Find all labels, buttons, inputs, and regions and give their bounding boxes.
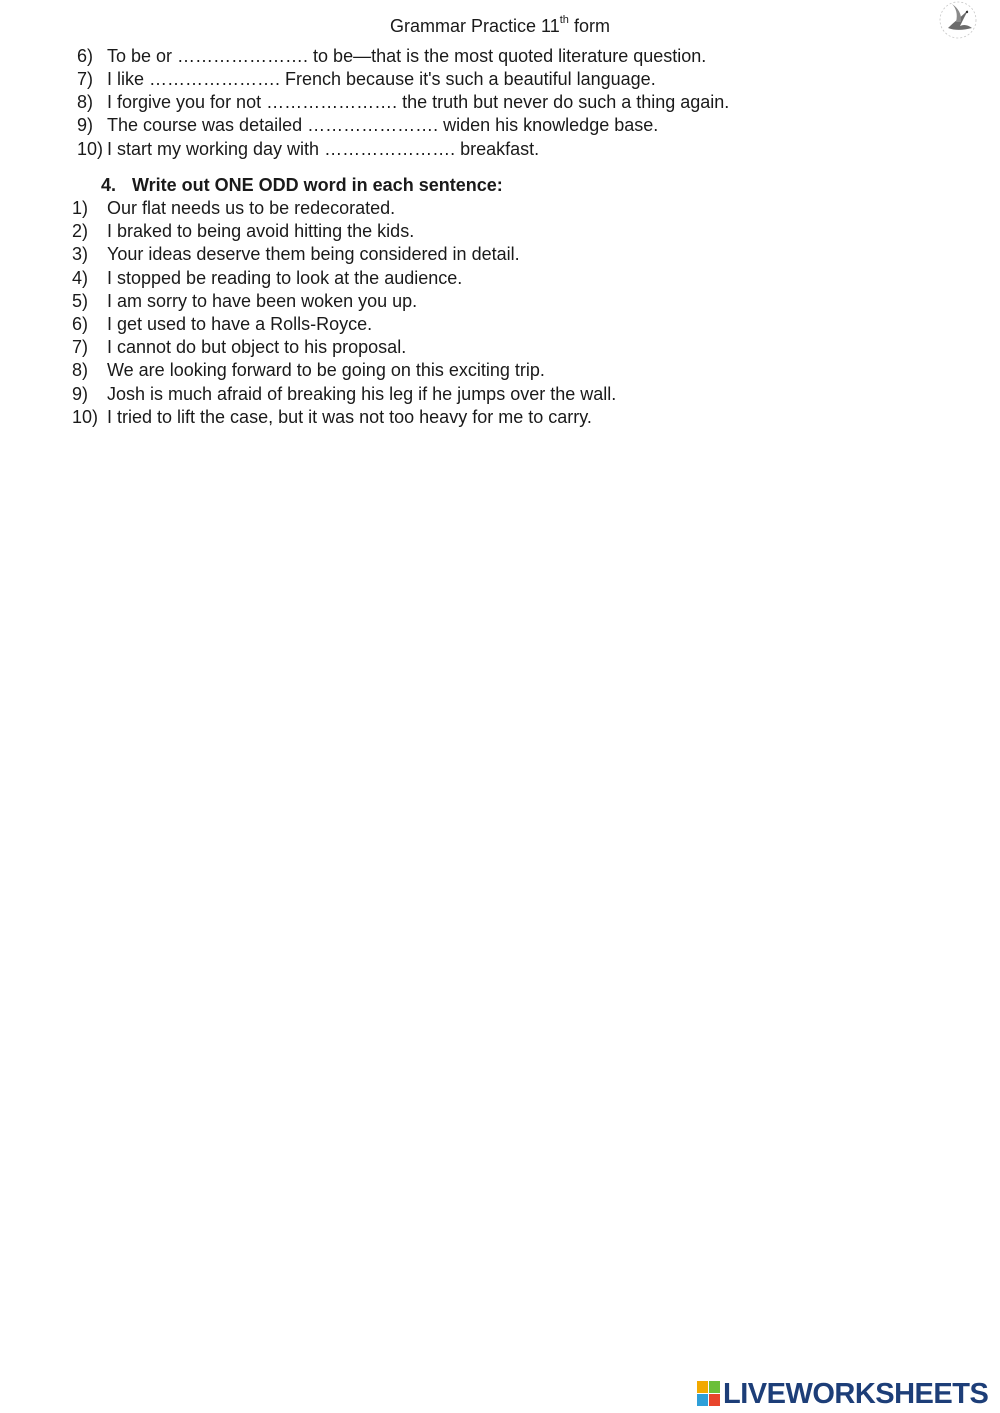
item-number: 6): [72, 314, 89, 334]
item-number: 7): [72, 337, 89, 357]
item-text: I cannot do but object to his proposal.: [107, 337, 407, 357]
item-text: I forgive you for not …………………. the truth but never do such a thing again.: [107, 92, 730, 112]
item-text: To be or …………………. to be—that is the most quoted literature question.: [107, 46, 707, 66]
item-text: We are looking forward to be going on this exciting trip.: [107, 360, 545, 380]
item-text: The course was detailed …………………. widen his knowledge base.: [107, 115, 659, 135]
item-text: I am sorry to have been woken you up.: [107, 291, 418, 311]
item-number: 2): [72, 221, 89, 241]
item-number: 4): [72, 268, 89, 288]
page-title: [0, 9, 1000, 39]
item-number: 9): [77, 115, 94, 135]
item-text: I get used to have a Rolls-Royce.: [107, 314, 373, 334]
item-number: 1): [72, 198, 89, 218]
item-text: Our flat needs us to be redecorated.: [107, 198, 396, 218]
item-number: 10): [72, 407, 99, 427]
item-number: 8): [77, 92, 94, 112]
item-number: 7): [77, 69, 94, 89]
section-title: Write out ONE ODD word in each sentence:: [132, 175, 503, 195]
item-text: Josh is much afraid of breaking his leg if he jumps over the wall.: [107, 384, 617, 404]
bird-logo-icon: [934, 0, 980, 42]
liveworksheets-mark-icon: [697, 1381, 721, 1407]
item-text: I start my working day with …………………. breakfast.: [107, 139, 540, 159]
item-text: I braked to being avoid hitting the kids.: [107, 221, 415, 241]
item-text: I stopped be reading to look at the audience.: [107, 268, 463, 288]
item-text: I like …………………. French because it's such a beautiful language.: [107, 69, 656, 89]
section-heading: [101, 174, 503, 197]
item-number: 6): [77, 46, 94, 66]
item-text: I tried to lift the case, but it was not too heavy for me to carry.: [107, 407, 592, 427]
liveworksheets-logo: [697, 1379, 988, 1409]
section-number: 4.: [101, 175, 117, 195]
title-text: Grammar Practice 11: [390, 16, 560, 36]
title-superscript: th: [559, 14, 569, 26]
item-number: 10): [77, 139, 104, 159]
item-number: 9): [72, 384, 89, 404]
item-number: 5): [72, 291, 89, 311]
title-suffix: form: [573, 16, 610, 36]
brand-text: LIVEWORKSHEETS: [723, 1377, 989, 1410]
item-number: 8): [72, 360, 89, 380]
item-number: 3): [72, 244, 89, 264]
item-text: Your ideas deserve them being considered in detail.: [107, 244, 520, 264]
